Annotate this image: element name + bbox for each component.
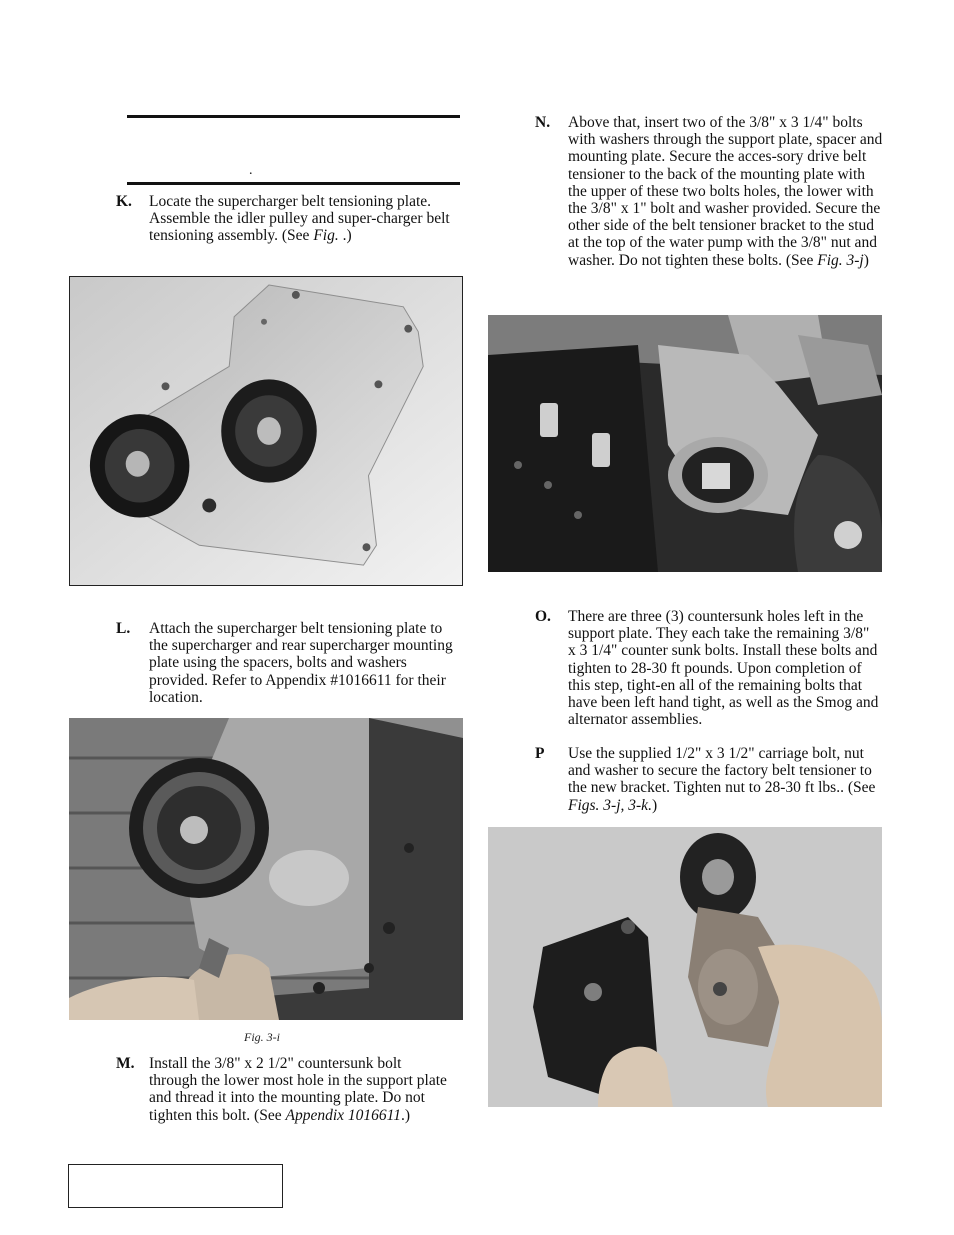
step-letter: K. [116, 193, 132, 210]
step-text: Use the supplied 1/2" x 3 1/2" carriage bolt, nut and washer to secure the factory belt tensioner to the new bracket. Tighten nut to 28-30 ft lbs.. (See Figs. 3-j, 3-k.) [568, 745, 876, 814]
step-letter: O. [535, 608, 551, 625]
step-l [116, 620, 461, 710]
photo-belt-tensioner-mounted [488, 315, 882, 572]
header-rule-bottom [127, 182, 460, 185]
step-n [535, 114, 885, 309]
figure-caption-3i: Fig. 3-i [244, 1030, 280, 1044]
step-text: There are three (3) countersunk holes left in the support plate. They each take the remaining 3/8" x 3 1/4" counter sunk bolts. Install these bolts and tighten to 28-30 ft pounds. Upon completion of this step, tight-en all of the remaining bolts that have been left hand tight, as well as the Smog and alternator assemblies. [568, 608, 879, 729]
step-text: Install the 3/8" x 2 1/2" countersunk bolt through the lower most hole in the support plate and thread it into the mounting plate. Do not tighten this bolt. (See Appendix 1016611.) [149, 1055, 447, 1124]
step-p [535, 745, 885, 817]
photo-tensioning-plate-pulleys [69, 276, 463, 586]
photo-tensioner-and-bracket-in-hands [488, 827, 882, 1107]
step-letter: L. [116, 620, 131, 637]
photo-supercharger-pulley [69, 718, 463, 1020]
step-text: Attach the supercharger belt tensioning plate to the supercharger and rear supercharger mounting plate using the spacers, bolts and washers provided. Refer to Appendix #1016611 for their location. [149, 620, 453, 706]
header-dot: . [249, 163, 253, 178]
step-m [116, 1055, 461, 1145]
step-letter: N. [535, 114, 551, 131]
step-text: Locate the supercharger belt tensioning plate. Assemble the idler pulley and super-charger belt tensioning assembly. (See Fig. .) [149, 193, 450, 245]
step-letter: P [535, 745, 545, 762]
footer-box [68, 1164, 283, 1208]
step-k [116, 193, 461, 265]
step-o [535, 608, 885, 748]
step-text: Above that, insert two of the 3/8" x 3 1/4" bolts with washers through the support plate, spacer and mounting plate. Secure the acces-sory drive belt tensioner to the back of the mounting plate with the upper of these two bolts holes, the lower with the 3/8" x 1" bolt and washer provided. Secure the other side of the belt tensioner bracket to the stud at the top of the water pump with the 3/8" nut and washer. Do not tighten these bolts. (See Fig. 3-j) [568, 114, 883, 269]
step-letter: M. [116, 1055, 135, 1072]
header-rule-top [127, 115, 460, 118]
